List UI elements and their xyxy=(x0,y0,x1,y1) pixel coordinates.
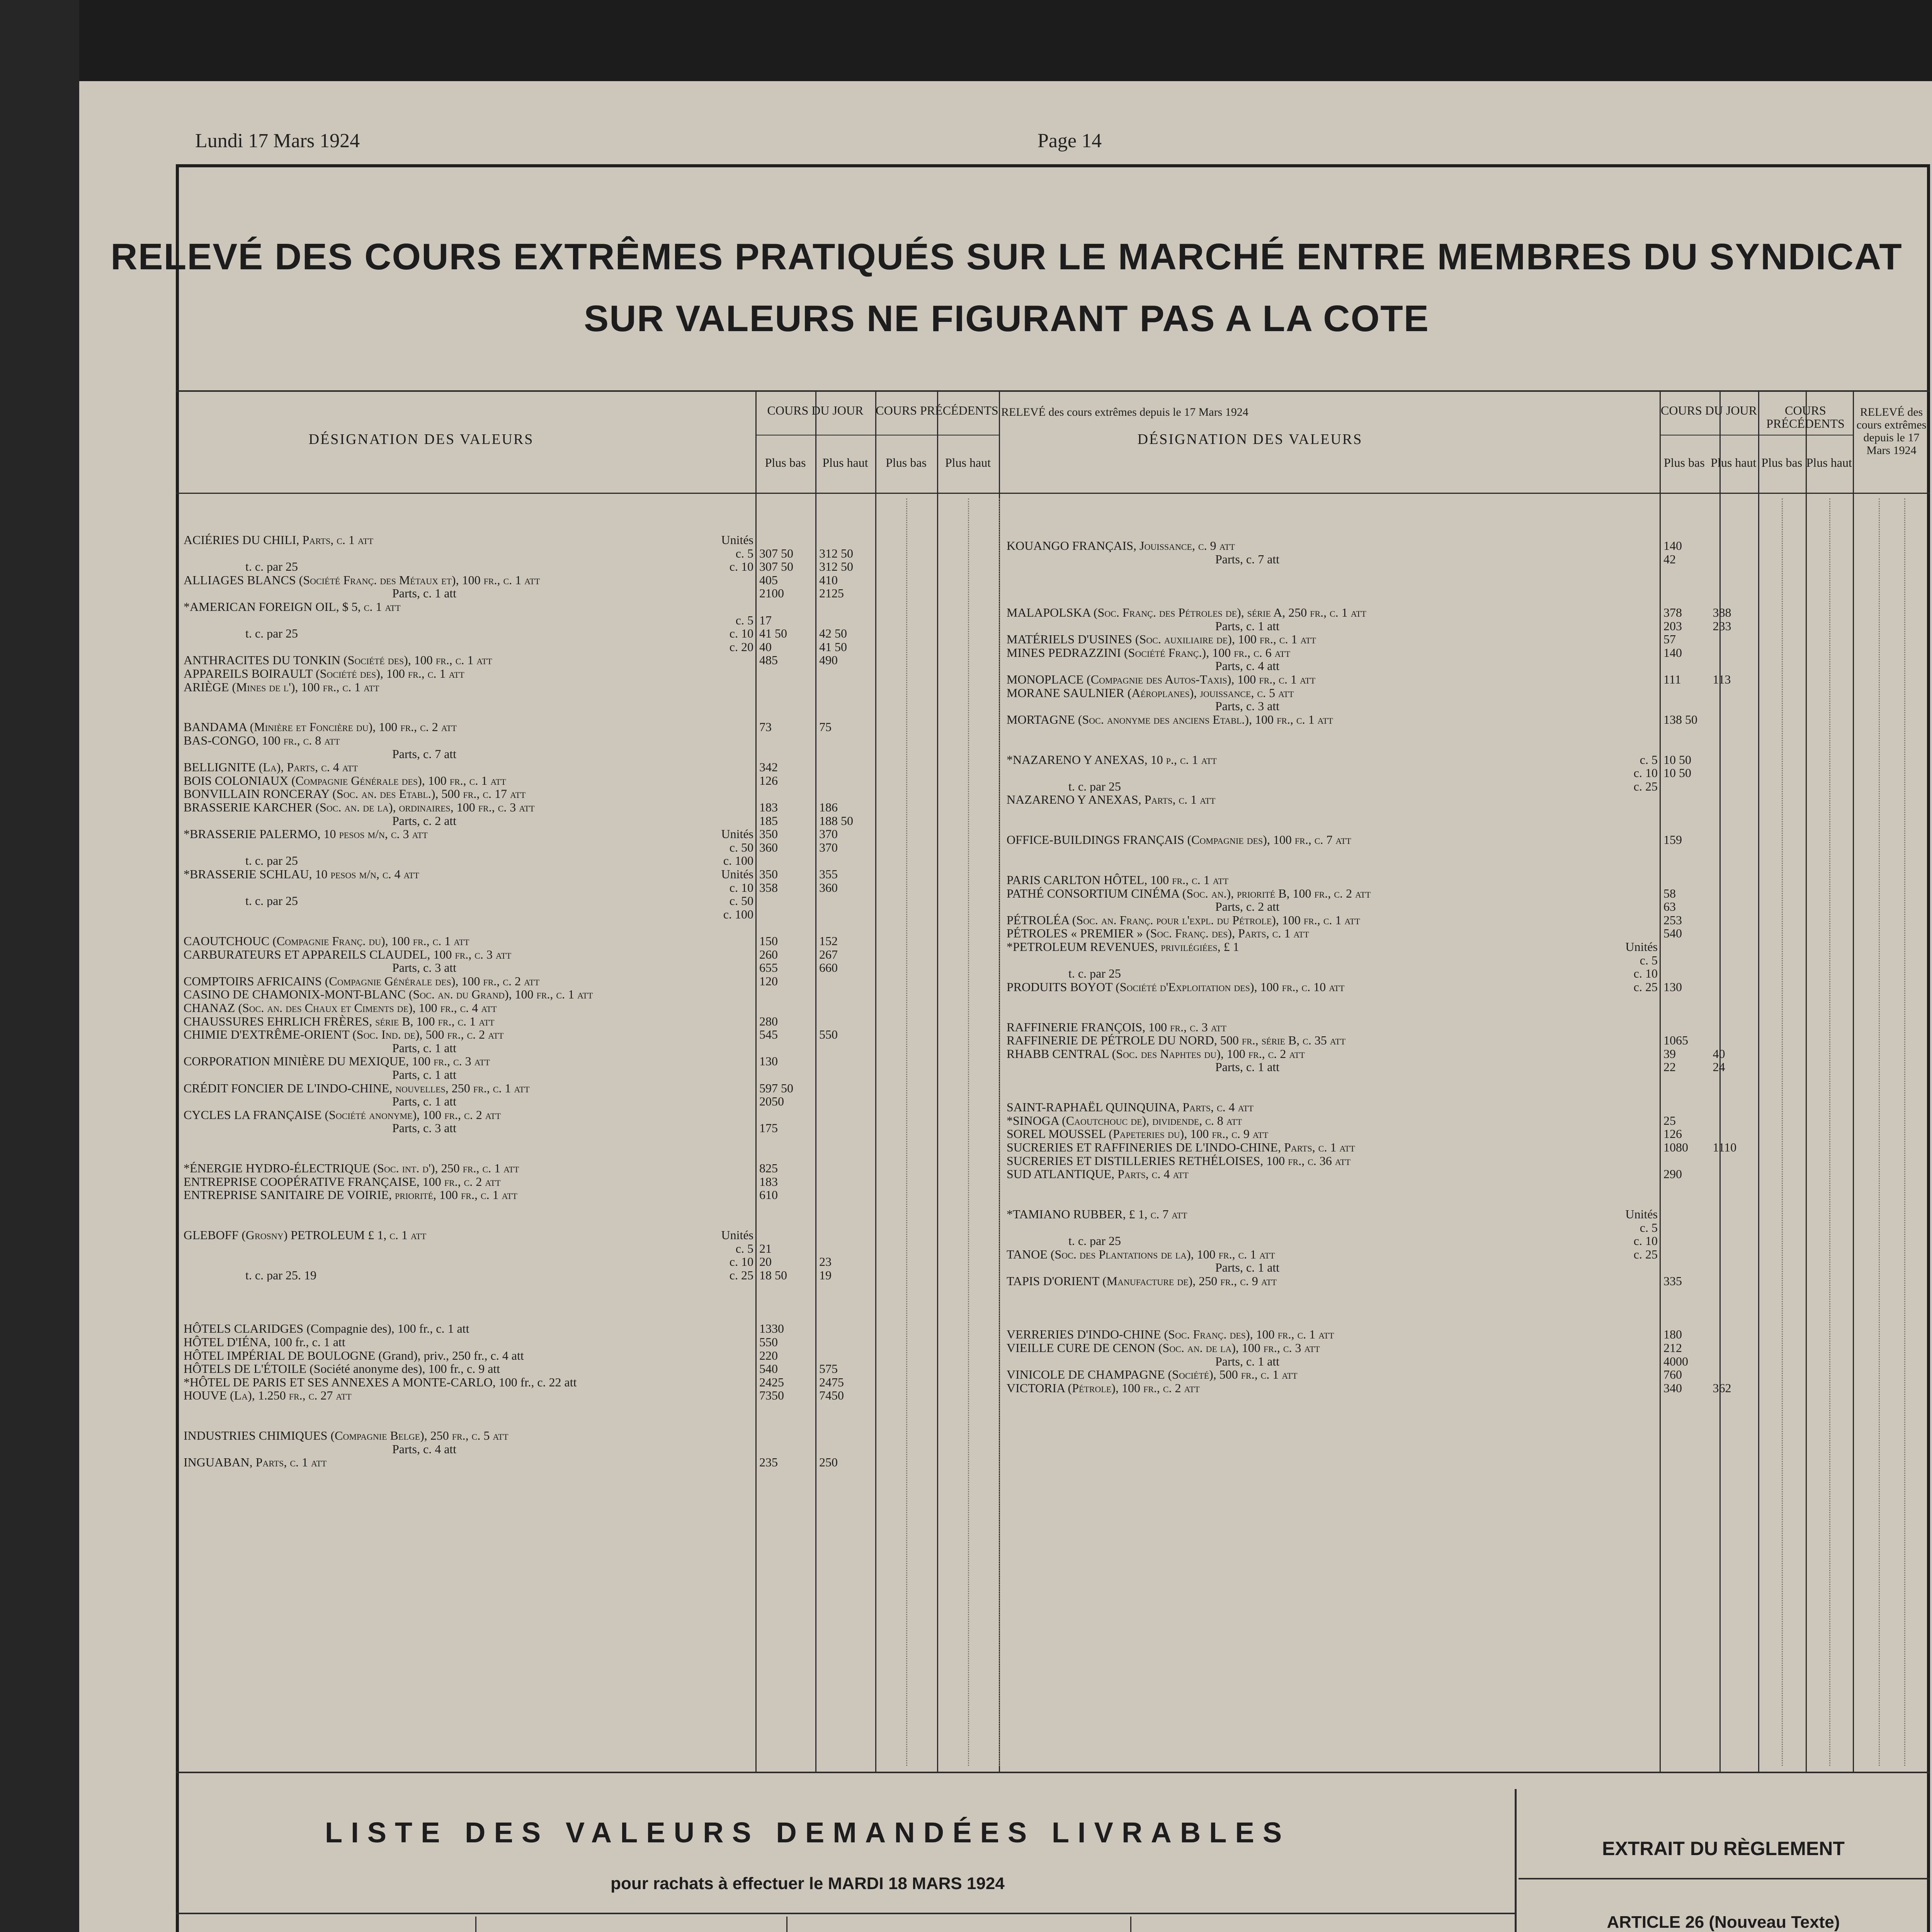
dotted-guide-1-1 xyxy=(1829,498,1830,1766)
liste-rule xyxy=(176,1913,1517,1914)
cours-plus-bas: 260 xyxy=(759,947,778,961)
valeur-name: *SINOGA (Caoutchouc de), dividende, c. 8 att xyxy=(1007,1114,1242,1127)
cours-plus-haut: 250 xyxy=(819,1455,838,1469)
cours-plus-bas: 130 xyxy=(759,1054,778,1068)
valeur-name: Parts, c. 1 att xyxy=(392,587,457,600)
valeur-name: PÉTROLES « PREMIER » (Soc. Franç. des), Parts, c. 1 att xyxy=(1007,927,1309,940)
valeur-name: *AMERICAN FOREIGN OIL, $ 5, c. 1 att xyxy=(184,600,401,613)
col-designation-left: DÉSIGNATION DES VALEURS xyxy=(308,431,534,447)
col-cours-jour-1: COURS DU JOUR xyxy=(1661,403,1757,417)
valeur-name: PÉTROLÉA (Soc. an. Franç. pour l'expl. du Pétrole), 100 fr., c. 1 att xyxy=(1007,913,1360,927)
valeur-name: HÔTEL IMPÉRIAL DE BOULOGNE (Grand), priv., 250 fr., c. 4 att xyxy=(184,1349,524,1362)
cours-plus-haut: 370 xyxy=(819,840,838,854)
coupure-label: c. 10 xyxy=(1633,967,1658,980)
cours-plus-bas: 175 xyxy=(759,1121,778,1135)
valeur-name: Parts, c. 1 att xyxy=(1215,1261,1280,1274)
valeur-name: HÔTELS CLARIDGES (Compagnie des), 100 fr., c. 1 att xyxy=(184,1322,469,1335)
valeur-name: Parts, c. 3 att xyxy=(392,1121,457,1135)
cours-plus-bas: 126 xyxy=(1663,1127,1682,1141)
page-number: Page 14 xyxy=(1037,130,1102,152)
cours-plus-haut: 490 xyxy=(819,653,838,667)
valeur-name: BELLIGNITE (La), Parts, c. 4 att xyxy=(184,760,358,774)
table-col-rule-1-4 xyxy=(1853,390,1854,1772)
valeur-name: ARIÈGE (Mines de l'), 100 fr., c. 1 att xyxy=(184,680,379,694)
valeur-name: COMPTOIRS AFRICAINS (Compagnie Générale des), 100 fr., c. 2 att xyxy=(184,974,540,988)
cours-plus-bas: 7350 xyxy=(759,1388,784,1403)
coupure-label: c. 5 xyxy=(1639,753,1658,766)
cours-plus-bas: 185 xyxy=(759,813,778,828)
valeur-name: VINICOLE DE CHAMPAGNE (Société), 500 fr., c. 1 att xyxy=(1007,1368,1298,1381)
coupure-label: c. 10 xyxy=(1633,1234,1658,1248)
cours-plus-bas: 140 xyxy=(1663,645,1682,660)
valeur-name: PRODUITS BOYOT (Société d'Exploitation des), 100 fr., c. 10 att xyxy=(1007,980,1345,993)
valeur-name: SUD ATLANTIQUE, Parts, c. 4 att xyxy=(1007,1167,1189,1181)
cours-plus-bas: 58 xyxy=(1663,886,1676,900)
valeur-name: CASINO DE CHAMONIX-MONT-BLANC (Soc. an. du Grand), 100 fr., c. 1 att xyxy=(184,988,593,1001)
cours-plus-bas: 1065 xyxy=(1663,1033,1688,1048)
cours-plus-haut: 660 xyxy=(819,961,838,975)
cours-plus-bas: 545 xyxy=(759,1027,778,1042)
dotted-guide-0-1 xyxy=(968,498,969,1766)
cours-plus-haut: 550 xyxy=(819,1027,838,1042)
cours-plus-haut: 360 xyxy=(819,880,838,895)
page-date: Lundi 17 Mars 1924 xyxy=(195,130,360,152)
cours-plus-bas: 307 50 xyxy=(759,546,793,560)
col-plus-bas-prec-0: Plus bas xyxy=(886,456,927,469)
cours-plus-bas: 550 xyxy=(759,1335,778,1349)
cours-plus-haut: 152 xyxy=(819,934,838,948)
valeur-name: MONOPLACE (Compagnie des Autos-Taxis), 100 fr., c. 1 att xyxy=(1007,673,1316,686)
col-plus-bas-jour-0: Plus bas xyxy=(765,456,806,469)
cours-plus-bas: 2050 xyxy=(759,1094,784,1109)
valeur-name: *TAMIANO RUBBER, £ 1, c. 7 att xyxy=(1007,1208,1187,1221)
cours-plus-haut: 2475 xyxy=(819,1375,844,1389)
valeur-name: *PETROLEUM REVENUES, privilégiées, £ 1 xyxy=(1007,940,1239,953)
valeur-name: *BRASSERIE PALERMO, 10 pesos m/n, c. 3 att xyxy=(184,827,428,841)
valeur-name: TANOE (Soc. des Plantations de la), 100 fr., c. 1 att xyxy=(1007,1247,1275,1261)
cours-plus-bas: 42 xyxy=(1663,552,1676,566)
valeur-name: ENTREPRISE SANITAIRE DE VOIRIE, priorité, 100 fr., c. 1 att xyxy=(184,1188,517,1202)
liste-divider-1 xyxy=(475,1917,476,1932)
cours-plus-bas: 120 xyxy=(759,974,778,988)
valeur-name: Parts, c. 1 att xyxy=(392,1095,457,1108)
cours-plus-haut: 312 50 xyxy=(819,546,853,560)
coupure-label: Unités xyxy=(721,1228,753,1242)
cours-plus-bas: 597 50 xyxy=(759,1081,793,1095)
valeur-name: CYCLES LA FRANÇAISE (Société anonyme), 100 fr., c. 2 att xyxy=(184,1108,501,1121)
valeur-name: t. c. par 25 xyxy=(1068,967,1121,980)
valeur-name: Parts, c. 3 att xyxy=(392,961,457,975)
valeur-name: HÔTEL D'IÉNA, 100 fr., c. 1 att xyxy=(184,1335,345,1349)
valeur-name: KOUANGO FRANÇAIS, Jouissance, c. 9 att xyxy=(1007,539,1235,552)
coupure-label: c. 100 xyxy=(723,907,753,921)
valeur-name: Parts, c. 2 att xyxy=(392,814,457,827)
coupure-label: c. 5 xyxy=(735,613,753,627)
cours-plus-haut: 113 xyxy=(1713,672,1731,686)
cours-plus-haut: 312 50 xyxy=(819,560,853,574)
dotted-guide-0-0 xyxy=(906,498,907,1766)
col-designation-right: DÉSIGNATION DES VALEURS xyxy=(1137,431,1363,447)
valeur-name: CRÉDIT FONCIER DE L'INDO-CHINE, nouvelles, 250 fr., c. 1 att xyxy=(184,1081,530,1095)
valeur-name: VERRERIES D'INDO-CHINE (Soc. Franç. des), 100 fr., c. 1 att xyxy=(1007,1328,1334,1341)
coupure-label: c. 25 xyxy=(1633,1247,1658,1261)
releve-subtitle: SUR VALEURS NE FIGURANT PAS A LA COTE xyxy=(584,298,1429,339)
cours-plus-bas: 18 50 xyxy=(759,1268,787,1282)
dotted-guide-1-0 xyxy=(1782,498,1783,1766)
valeur-name: t. c. par 25 xyxy=(245,894,298,908)
valeur-name: *NAZARENO Y ANEXAS, 10 p., c. 1 att xyxy=(1007,753,1217,766)
cours-plus-bas: 22 xyxy=(1663,1060,1676,1074)
valeur-name: SUCRERIES ET DISTILLERIES RETHÉLOISES, 100 fr., c. 36 att xyxy=(1007,1154,1351,1167)
cours-plus-bas: 280 xyxy=(759,1014,778,1028)
valeur-name: HOUVE (La), 1.250 fr., c. 27 att xyxy=(184,1389,352,1402)
scan-margin-left xyxy=(0,0,79,1932)
col-plus-haut-jour-1: Plus haut xyxy=(1711,456,1757,469)
cours-plus-bas: 20 xyxy=(759,1255,772,1269)
cours-plus-bas: 212 xyxy=(1663,1341,1682,1355)
cours-plus-bas: 10 50 xyxy=(1663,752,1691,767)
cours-plus-bas: 25 xyxy=(1663,1113,1676,1128)
cours-plus-haut: 40 xyxy=(1713,1046,1725,1061)
valeur-name: MORANE SAULNIER (Aéroplanes), jouissance, c. 5 att xyxy=(1007,686,1294,699)
col-plus-haut-prec-0: Plus haut xyxy=(945,456,991,469)
cours-plus-bas: 17 xyxy=(759,613,772,627)
valeur-name: Parts, c. 1 att xyxy=(1215,1354,1280,1368)
dotted-guide-1-3 xyxy=(1904,498,1905,1766)
cours-plus-haut: 355 xyxy=(819,867,838,881)
cours-plus-bas: 140 xyxy=(1663,539,1682,553)
cours-plus-bas: 340 xyxy=(1663,1381,1682,1395)
cours-plus-bas: 360 xyxy=(759,840,778,854)
cours-plus-bas: 378 xyxy=(1663,605,1682,619)
cours-plus-bas: 2100 xyxy=(759,586,784,600)
cours-plus-bas: 655 xyxy=(759,961,778,975)
valeur-name: t. c. par 25 xyxy=(245,627,298,640)
valeur-name: *BRASSERIE SCHLAU, 10 pesos m/n, c. 4 att xyxy=(184,867,419,881)
valeur-name: CAOUTCHOUC (Compagnie Franç. du), 100 fr., c. 1 att xyxy=(184,934,469,947)
col-cours-prec-1: COURS PRÉCÉDENTS xyxy=(1766,403,1845,430)
cours-plus-bas: 57 xyxy=(1663,632,1676,646)
valeur-name: INGUABAN, Parts, c. 1 att xyxy=(184,1456,327,1469)
cours-plus-bas: 150 xyxy=(759,934,778,948)
cours-plus-bas: 610 xyxy=(759,1188,778,1202)
coupure-label: c. 10 xyxy=(1633,766,1658,780)
cours-plus-bas: 203 xyxy=(1663,619,1682,633)
cours-plus-bas: 220 xyxy=(759,1348,778,1362)
valeur-name: CHIMIE D'EXTRÊME-ORIENT (Soc. Ind. de), 500 fr., c. 2 att xyxy=(184,1028,504,1041)
cours-plus-haut: 23 xyxy=(819,1255,832,1269)
cours-plus-haut: 575 xyxy=(819,1362,838,1376)
reglement-rule xyxy=(1519,1878,1930,1879)
cours-plus-bas: 235 xyxy=(759,1455,778,1469)
cours-plus-haut: 41 50 xyxy=(819,639,847,654)
cours-plus-bas: 253 xyxy=(1663,913,1682,927)
liste-title: LISTE DES VALEURS DEMANDÉES LIVRABLES xyxy=(325,1816,1291,1849)
valeur-name: MINES PEDRAZZINI (Société Franç.), 100 fr., c. 6 att xyxy=(1007,646,1291,659)
cours-plus-haut: 388 xyxy=(1713,605,1731,619)
valeur-name: BANDAMA (Minière et Foncière du), 100 fr., c. 2 att xyxy=(184,720,457,734)
col-releve-0: RELEVÉ des cours extrêmes depuis le 17 Mars 1924 xyxy=(1001,406,1248,418)
table-col-rule-0-0 xyxy=(755,390,757,1772)
cours-plus-bas: 63 xyxy=(1663,900,1676,914)
releve-title: RELEVÉ DES COURS EXTRÊMES PRATIQUÉS SUR LE MARCHÉ ENTRE MEMBRES DU SYNDICAT xyxy=(111,236,1903,277)
coupure-label: c. 20 xyxy=(729,640,753,653)
valeur-name: RAFFINERIE DE PÉTROLE DU NORD, 500 fr., série B, c. 35 att xyxy=(1007,1034,1346,1047)
cours-plus-bas: 39 xyxy=(1663,1046,1676,1061)
cours-plus-bas: 2425 xyxy=(759,1375,784,1389)
cours-plus-bas: 130 xyxy=(1663,980,1682,994)
valeur-name: Parts, c. 1 att xyxy=(1215,619,1280,633)
valeur-name: ENTREPRISE COOPÉRATIVE FRANÇAISE, 100 fr., c. 2 att xyxy=(184,1175,501,1188)
valeur-name: Parts, c. 7 att xyxy=(1215,552,1280,566)
coupure-label: c. 25 xyxy=(729,1269,753,1282)
cours-plus-bas: 138 50 xyxy=(1663,712,1697,726)
table-col-rule-0-2 xyxy=(875,390,876,1772)
cours-plus-bas: 183 xyxy=(759,800,778,814)
cours-plus-haut: 188 50 xyxy=(819,813,853,828)
cours-plus-bas: 180 xyxy=(1663,1327,1682,1342)
cours-plus-haut: 362 xyxy=(1713,1381,1731,1395)
cours-plus-bas: 540 xyxy=(759,1362,778,1376)
col-plus-bas-jour-1: Plus bas xyxy=(1663,456,1705,469)
valeur-name: CORPORATION MINIÈRE DU MEXIQUE, 100 fr., c. 3 att xyxy=(184,1054,490,1068)
coupure-label: c. 10 xyxy=(729,1255,753,1269)
valeur-name: GLEBOFF (Grosny) PETROLEUM £ 1, c. 1 att xyxy=(184,1228,427,1242)
valeur-name: APPAREILS BOIRAULT (Société des), 100 fr., c. 1 att xyxy=(184,667,464,680)
col-plus-haut-prec-1: Plus haut xyxy=(1806,456,1852,469)
valeur-name: t. c. par 25 xyxy=(1068,779,1121,793)
cours-plus-bas: 40 xyxy=(759,639,772,654)
cours-plus-bas: 41 50 xyxy=(759,626,787,641)
valeur-name: RAFFINERIE FRANÇOIS, 100 fr., c. 3 att xyxy=(1007,1020,1227,1034)
cours-plus-bas: 1330 xyxy=(759,1321,784,1336)
valeur-name: BRASSERIE KARCHER (Soc. an. de la), ordinaires, 100 fr., c. 3 att xyxy=(184,801,535,814)
cours-plus-haut: 75 xyxy=(819,720,832,734)
col-cours-jour-0: COURS DU JOUR xyxy=(767,403,864,417)
coupure-label: Unités xyxy=(721,867,753,881)
newspaper-page xyxy=(79,81,1932,1932)
coupure-label: c. 25 xyxy=(1633,779,1658,793)
valeur-name: CHAUSSURES EHRLICH FRÈRES, série B, 100 fr., c. 1 att xyxy=(184,1014,495,1028)
valeur-name: TAPIS D'ORIENT (Manufacture de), 250 fr., c. 9 att xyxy=(1007,1274,1277,1287)
cours-plus-bas: 159 xyxy=(1663,833,1682,847)
coupure-label: Unités xyxy=(1625,1208,1658,1221)
col-plus-bas-prec-1: Plus bas xyxy=(1761,456,1803,469)
col-plus-haut-jour-0: Plus haut xyxy=(822,456,868,469)
dotted-guide-0-3 xyxy=(999,498,1000,1766)
valeur-name: *HÔTEL DE PARIS ET SES ANNEXES A MONTE-CARLO, 100 fr., c. 22 att xyxy=(184,1375,577,1389)
cours-plus-bas: 307 50 xyxy=(759,560,793,574)
coupure-label: c. 5 xyxy=(1639,1221,1658,1234)
valeur-name: Parts, c. 1 att xyxy=(1215,1060,1280,1074)
valeur-name: t. c. par 25 xyxy=(1068,1234,1121,1248)
cours-plus-bas: 350 xyxy=(759,867,778,881)
cours-plus-bas: 350 xyxy=(759,827,778,841)
table-bottom-rule xyxy=(176,1772,1930,1773)
reglement-divider xyxy=(1515,1789,1517,1932)
coupure-label: c. 5 xyxy=(735,546,753,560)
cours-plus-bas: 73 xyxy=(759,720,772,734)
valeur-name: PARIS CARLTON HÔTEL, 100 fr., c. 1 att xyxy=(1007,873,1229,886)
valeur-name: ACIÉRIES DU CHILI, Parts, c. 1 att xyxy=(184,533,374,546)
valeur-name: Parts, c. 1 att xyxy=(392,1041,457,1054)
valeur-name: BAS-CONGO, 100 fr., c. 8 att xyxy=(184,734,340,747)
cours-plus-bas: 825 xyxy=(759,1161,778,1175)
valeur-name: NAZARENO Y ANEXAS, Parts, c. 1 att xyxy=(1007,793,1216,806)
col-cours-prec-0: COURS PRÉCÉDENTS xyxy=(876,403,998,417)
reglement-title: EXTRAIT DU RÈGLEMENT xyxy=(1602,1838,1845,1859)
valeur-name: BONVILLAIN RONCERAY (Soc. an. des Etabl.), 500 fr., c. 17 att xyxy=(184,787,526,801)
valeur-name: ALLIAGES BLANCS (Société Franç. des Métaux et), 100 fr., c. 1 att xyxy=(184,573,540,587)
coupure-label: Unités xyxy=(721,533,753,546)
cours-plus-haut: 1110 xyxy=(1713,1140,1737,1154)
valeur-name: MALAPOLSKA (Soc. Franç. des Pétroles de), série A, 250 fr., c. 1 att xyxy=(1007,606,1367,619)
valeur-name: CARBURATEURS ET APPAREILS CLAUDEL, 100 fr., c. 3 att xyxy=(184,947,512,961)
coupure-label: c. 50 xyxy=(729,894,753,908)
table-col-rule-1-0 xyxy=(1660,390,1661,1772)
cours-plus-haut: 19 xyxy=(819,1268,832,1282)
cours-plus-bas: 358 xyxy=(759,880,778,895)
valeur-name: PATHÉ CONSORTIUM CINÉMA (Soc. an.), priorité B, 100 fr., c. 2 att xyxy=(1007,886,1371,900)
cours-plus-bas: 126 xyxy=(759,773,778,787)
cours-plus-haut: 410 xyxy=(819,573,838,587)
cours-plus-haut: 233 xyxy=(1713,619,1731,633)
table-col-rule-1-1 xyxy=(1719,390,1721,1772)
valeur-name: MORTAGNE (Soc. anonyme des anciens Etabl.), 100 fr., c. 1 att xyxy=(1007,713,1333,726)
coupure-label: Unités xyxy=(1625,940,1658,953)
valeur-name: VIEILLE CURE DE CENON (Soc. an. de la), 100 fr., c. 3 att xyxy=(1007,1341,1320,1354)
liste-divider-2 xyxy=(786,1917,787,1932)
valeur-name: INDUSTRIES CHIMIQUES (Compagnie Belge), 250 fr., c. 5 att xyxy=(184,1429,509,1442)
valeur-name: SUCRERIES ET RAFFINERIES DE L'INDO-CHINE, Parts, c. 1 att xyxy=(1007,1141,1355,1154)
table-col-rule-1-3 xyxy=(1806,390,1807,1772)
valeur-name: OFFICE-BUILDINGS FRANÇAIS (Compagnie des), 100 fr., c. 7 att xyxy=(1007,833,1351,847)
coupure-label: c. 5 xyxy=(1639,953,1658,967)
valeur-name: Parts, c. 2 att xyxy=(1215,900,1280,913)
valeur-name: t. c. par 25 xyxy=(245,560,298,573)
liste-subtitle: pour rachats à effectuer le MARDI 18 MARS 1924 xyxy=(611,1874,1005,1893)
cours-plus-bas: 760 xyxy=(1663,1367,1682,1382)
coupure-label: c. 10 xyxy=(729,627,753,640)
coupure-label: c. 10 xyxy=(729,560,753,573)
valeur-name: RHABB CENTRAL (Soc. des Naphtes du), 100 fr., c. 2 att xyxy=(1007,1047,1305,1060)
cours-plus-bas: 290 xyxy=(1663,1167,1682,1181)
coupure-label: Unités xyxy=(721,827,753,841)
valeur-name: HÔTELS DE L'ÉTOILE (Société anonyme des), 100 fr., c. 9 att xyxy=(184,1362,500,1376)
table-col-rule-1-2 xyxy=(1758,390,1759,1772)
table-header-rule xyxy=(176,493,1930,494)
valeur-name: VICTORIA (Pétrole), 100 fr., c. 2 att xyxy=(1007,1381,1200,1395)
cours-plus-bas: 4000 xyxy=(1663,1354,1688,1368)
liste-divider-3 xyxy=(1130,1917,1131,1932)
cours-plus-bas: 183 xyxy=(759,1174,778,1189)
cours-plus-bas: 21 xyxy=(759,1241,772,1255)
valeur-name: CHANAZ (Soc. an. des Chaux et Ciments de), 100 fr., c. 4 att xyxy=(184,1001,497,1014)
cours-plus-bas: 10 50 xyxy=(1663,766,1691,780)
cours-plus-haut: 186 xyxy=(819,800,838,814)
valeur-name: Parts, c. 1 att xyxy=(392,1068,457,1081)
table-top-rule xyxy=(176,390,1930,392)
valeur-name: Parts, c. 7 att xyxy=(392,747,457,760)
valeur-name: t. c. par 25 xyxy=(245,854,298,867)
cours-plus-haut: 267 xyxy=(819,947,838,961)
table-col-rule-0-1 xyxy=(815,390,816,1772)
valeur-name: Parts, c. 4 att xyxy=(1215,659,1280,673)
cours-plus-haut: 24 xyxy=(1713,1060,1725,1074)
valeur-name: MATÉRIELS D'USINES (Soc. auxiliaire de), 100 fr., c. 1 att xyxy=(1007,633,1316,646)
cours-plus-haut: 2125 xyxy=(819,586,844,600)
coupure-label: c. 10 xyxy=(729,881,753,894)
col-releve-1: RELEVÉ des cours extrêmes depuis le 17 Mars 1924 xyxy=(1856,406,1927,457)
coupure-label: c. 50 xyxy=(729,840,753,854)
article-26-title: ARTICLE 26 (Nouveau Texte) xyxy=(1607,1913,1840,1932)
cours-plus-bas: 335 xyxy=(1663,1274,1682,1288)
cours-plus-haut: 370 xyxy=(819,827,838,841)
coupure-label: c. 100 xyxy=(723,854,753,867)
valeur-name: BOIS COLONIAUX (Compagnie Générale des), 100 fr., c. 1 att xyxy=(184,774,506,787)
valeur-name: Parts, c. 3 att xyxy=(1215,699,1280,713)
cours-plus-bas: 485 xyxy=(759,653,778,667)
cours-plus-bas: 111 xyxy=(1663,672,1681,686)
valeur-name: ANTHRACITES DU TONKIN (Société des), 100 fr., c. 1 att xyxy=(184,653,492,667)
table-col-rule-0-3 xyxy=(937,390,938,1772)
valeur-name: SAINT-RAPHAËL QUINQUINA, Parts, c. 4 att xyxy=(1007,1100,1254,1114)
coupure-label: c. 5 xyxy=(735,1242,753,1255)
cours-plus-bas: 405 xyxy=(759,573,778,587)
valeur-name: SOREL MOUSSEL (Papeteries du), 100 fr., c. 9 att xyxy=(1007,1127,1269,1141)
cours-plus-bas: 342 xyxy=(759,760,778,774)
dotted-guide-1-2 xyxy=(1879,498,1880,1766)
cours-plus-bas: 540 xyxy=(1663,926,1682,940)
cours-plus-bas: 1080 xyxy=(1663,1140,1688,1154)
valeur-name: t. c. par 25. 19 xyxy=(245,1269,316,1282)
cours-plus-haut: 7450 xyxy=(819,1388,844,1403)
valeur-name: Parts, c. 4 att xyxy=(392,1442,457,1456)
valeur-name: *ÉNERGIE HYDRO-ÉLECTRIQUE (Soc. int. d'), 250 fr., c. 1 att xyxy=(184,1162,519,1175)
coupure-label: c. 25 xyxy=(1633,980,1658,993)
cours-plus-haut: 42 50 xyxy=(819,626,847,641)
